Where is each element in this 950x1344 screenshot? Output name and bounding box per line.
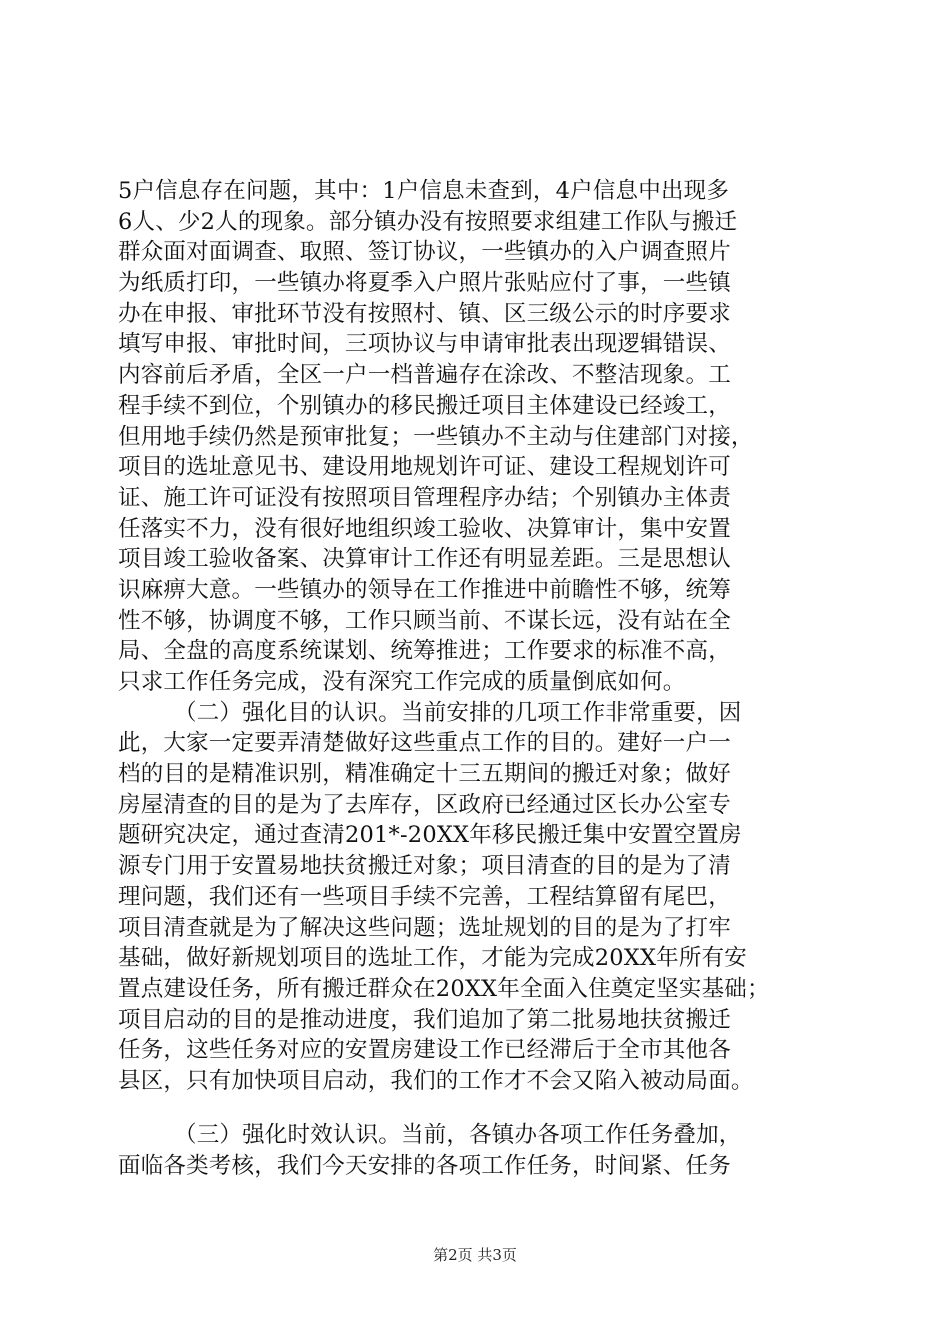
text-line: 房屋清查的目的是为了去库存，区政府已经通过区长办公室专	[118, 791, 731, 818]
page-footer: 第2页 共3页	[433, 1246, 517, 1264]
text-line: 理问题，我们还有一些项目手续不完善，工程结算留有尾巴，	[118, 883, 731, 910]
text-line: 题研究决定，通过查清201*-20XX年移民搬迁集中安置空置房	[118, 822, 742, 849]
text-line: 基础，做好新规划项目的选址工作，才能为完成20XX年所有安	[118, 945, 747, 972]
text-line: 只求工作任务完成，没有深究工作完成的质量倒底如何。	[118, 669, 686, 695]
paragraph-heading-line: （三）强化时效认识。当前，各镇办各项工作任务叠加，	[174, 1122, 742, 1148]
text-line: 识麻痹大意。一些镇办的领导在工作推进中前瞻性不够，统筹	[118, 576, 731, 603]
text-line: 填写申报、审批时间，三项协议与申请审批表出现逻辑错误、	[118, 331, 731, 358]
text-line: 群众面对面调查、取照、签订协议，一些镇办的入户调查照片	[118, 239, 731, 266]
text-line: 证、施工许可证没有按照项目管理程序办结；个别镇办主体责	[118, 484, 731, 511]
text-line: 项目启动的目的是推动进度，我们追加了第二批易地扶贫搬迁	[118, 1006, 731, 1033]
text-line: 档的目的是精准识别，精准确定十三五期间的搬迁对象；做好	[118, 761, 731, 788]
text-line: 任务，这些任务对应的安置房建设工作已经滞后于全市其他各	[118, 1037, 731, 1064]
text-line: 5户信息存在问题，其中：1户信息未查到，4户信息中出现多	[118, 178, 730, 204]
text-line: 为纸质打印，一些镇办将夏季入户照片张贴应付了事，一些镇	[118, 270, 731, 297]
text-line: 面临各类考核，我们今天安排的各项工作任务，时间紧、任务	[118, 1152, 731, 1179]
text-line: 办在申报、审批环节没有按照村、镇、区三级公示的时序要求	[118, 300, 731, 327]
text-line: 项目竣工验收备案、决算审计工作还有明显差距。三是思想认	[118, 546, 731, 573]
text-line: 县区，只有加快项目启动，我们的工作才不会又陷入被动局面。	[118, 1067, 754, 1094]
text-line: 程手续不到位，个别镇办的移民搬迁项目主体建设已经竣工，	[118, 392, 731, 419]
paragraph-heading-line: （二）强化目的认识。当前安排的几项工作非常重要，因	[174, 699, 742, 726]
body-text-block-1	[118, 176, 838, 1097]
text-line: 性不够，协调度不够，工作只顾当前、不谋长远，没有站在全	[118, 607, 731, 634]
text-line: 源专门用于安置易地扶贫搬迁对象；项目清查的目的是为了清	[118, 853, 731, 880]
text-line: 局、全盘的高度系统谋划、统筹推进；工作要求的标准不高，	[118, 638, 731, 665]
text-line: 但用地手续仍然是预审批复；一些镇办不主动与住建部门对接，	[118, 423, 754, 450]
text-line: 此，大家一定要弄清楚做好这些重点工作的目的。建好一户一	[118, 730, 731, 757]
text-line: 置点建设任务，所有搬迁群众在20XX年全面入住奠定坚实基础；	[118, 975, 770, 1002]
text-line: 内容前后矛盾，全区一户一档普遍存在涂改、不整洁现象。工	[118, 362, 731, 389]
text-line: 任落实不力，没有很好地组织竣工验收、决算审计，集中安置	[118, 515, 731, 542]
body-text-block-2	[118, 1120, 838, 1181]
text-line: 项目清查就是为了解决这些问题；选址规划的目的是为了打牢	[118, 914, 731, 941]
text-line: 6人、少2人的现象。部分镇办没有按照要求组建工作队与搬迁	[118, 208, 738, 235]
text-line: 项目的选址意见书、建设用地规划许可证、建设工程规划许可	[118, 454, 731, 481]
